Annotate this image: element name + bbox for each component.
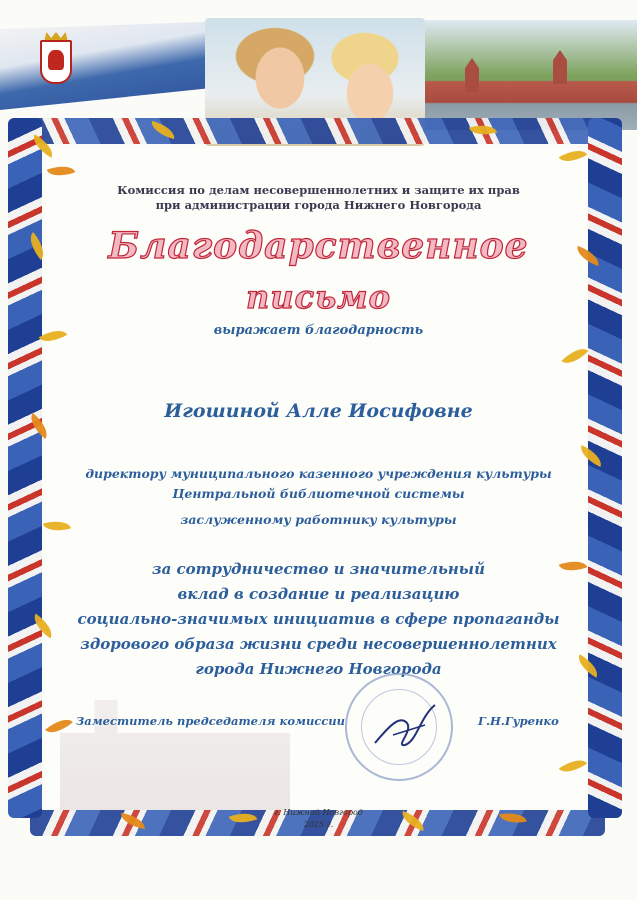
- tower-icon: [465, 58, 479, 92]
- reason-line-1: за сотрудничество и значительный: [152, 560, 485, 578]
- position-line-2: Центральной библиотечной системы: [172, 486, 465, 501]
- signature-icon: [365, 695, 445, 755]
- reason-line-2: вклад в создание и реализацию: [177, 585, 460, 603]
- gratitude-reason: [0, 557, 637, 682]
- reason-line-5: города Нижнего Новгорода: [195, 660, 442, 678]
- commission-line-1: Комиссия по делам несовершеннолетних и защите их прав: [117, 183, 520, 197]
- reason-line-3: социально-значимых инициатив в сфере пропаганды: [77, 610, 560, 628]
- signer-role: Заместитель председателя комиссии: [76, 714, 346, 728]
- kremlin-photo: [425, 20, 637, 130]
- ribbon-top: [30, 118, 605, 144]
- document-title: Благодарственное: [108, 225, 529, 267]
- signer-name: Г.Н.Гуренко: [478, 714, 559, 728]
- document-title-line-2: письмо: [246, 278, 391, 316]
- commission-heading: [0, 183, 637, 213]
- recipient-name: Игошиной Алле Иосифовне: [164, 400, 473, 422]
- commission-line-2: при администрации города Нижнего Новгорода: [155, 198, 482, 212]
- tower-icon: [553, 50, 567, 84]
- position-line-1: директору муниципального казенного учреждения культуры: [85, 466, 552, 481]
- recipient-position: [0, 464, 637, 530]
- gratitude-text: выражает благодарность: [213, 323, 424, 338]
- coat-of-arms-icon: [40, 40, 72, 84]
- position-line-3: заслуженному работнику культуры: [180, 512, 457, 527]
- city-text: г. Нижний Новгород: [274, 808, 363, 817]
- year-text: 2025 г.: [303, 820, 334, 829]
- reason-line-4: здорового образа жизни среди несовершеннолетних: [80, 635, 557, 653]
